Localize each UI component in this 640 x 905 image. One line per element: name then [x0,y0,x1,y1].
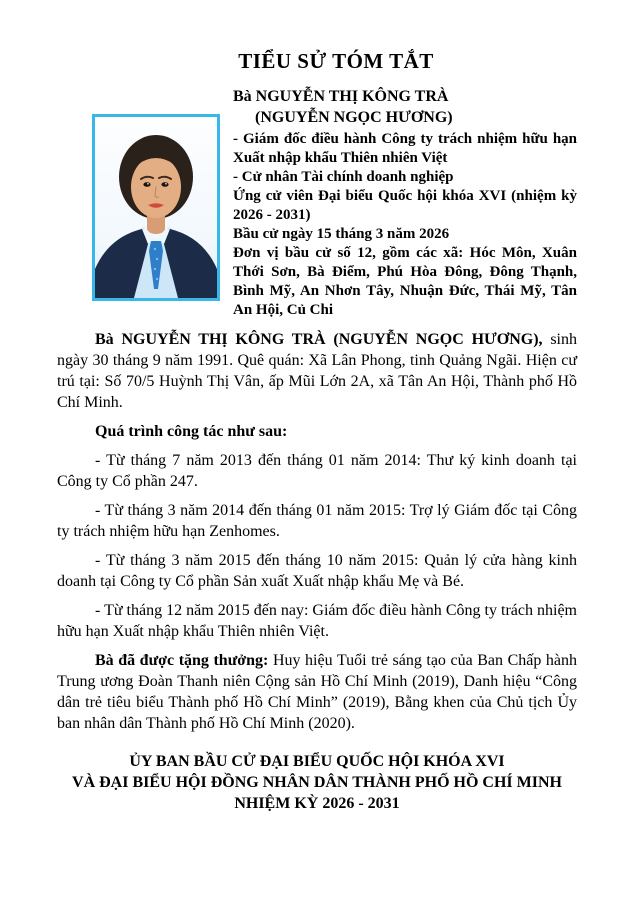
awards-paragraph [57,650,577,734]
document-title: TIỂU SỬ TÓM TẮT [238,49,434,73]
detail-education: - Cử nhân Tài chính doanh nghiệp [233,169,454,185]
issuing-authority-footer [57,751,577,814]
intro-text: sinh ngày 30 tháng 9 năm 1991. Quê quán: Xã Lân Phong, tinh Quảng Ngãi. Hiện cư trú tại: Số 70/5 Huỳnh Thị Vân, ấp Mũi Lớn 2A, xã Tân An Hội, Thành phố Hồ Chí Minh. [57,331,578,411]
career-heading: Quá trình công tác như sau: [95,423,288,440]
intro-name-bold: Bà NGUYỄN THỊ KÔNG TRÀ (NGUYỄN NGỌC HƯƠNG), [95,331,543,348]
candidate-name: Bà NGUYỄN THỊ KÔNG TRÀ [233,88,449,105]
awards-text: Huy hiệu Tuổi trẻ sáng tạo của Ban Chấp hành Trung ương Đoàn Thanh niên Cộng sản Hồ Chí Minh (2019), Danh hiệu “Công dân trẻ tiêu biểu Thành phố Hồ Chí Minh” (2019), Bằng khen của Chủ tịch Ủy ban nhân dân Thành phố Hồ Chí Minh (2020). [57,652,577,732]
detail-candidacy: Ứng cử viên Đại biểu Quốc hội khóa XVI (nhiệm kỳ 2026 - 2031) [233,188,577,223]
candidate-photo [92,114,220,301]
portrait-photo-image [95,117,217,298]
candidate-alias: (NGUYỄN NGỌC HƯƠNG) [255,109,453,126]
footer-line: VÀ ĐẠI BIỂU HỘI ĐỒNG NHÂN DÂN THÀNH PHỐ HỒ CHÍ MINH [72,774,562,791]
candidate-summary-column [233,86,577,320]
career-item: - Từ tháng 3 năm 2015 đến tháng 10 năm 2015: Quản lý cửa hàng kinh doanh tại Công ty Cổ phần Sản xuất Xuất nhập khẩu Mẹ và Bé. [57,552,577,590]
detail-election-date: Bầu cử ngày 15 tháng 3 năm 2026 [233,226,450,242]
intro-paragraph [57,329,577,413]
awards-lead-bold: Bà đã được tặng thưởng: [95,652,269,669]
detail-position: - Giám đốc điều hành Công ty trách nhiệm hữu hạn Xuất nhập khẩu Thiên nhiên Việt [233,131,577,166]
career-item: - Từ tháng 3 năm 2014 đến tháng 01 năm 2015: Trợ lý Giám đốc tại Công ty trách nhiệm hữu hạn Zenhomes. [57,502,577,540]
career-item: - Từ tháng 7 năm 2013 đến tháng 01 năm 2014: Thư ký kinh doanh tại Công ty Cổ phần 247. [57,452,577,490]
career-item: - Từ tháng 12 năm 2015 đến nay: Giám đốc điều hành Công ty trách nhiệm hữu hạn Xuất nhập khẩu Thiên nhiên Việt. [57,602,577,640]
footer-line: NHIỆM KỲ 2026 - 2031 [234,795,400,812]
footer-line: ỦY BAN BẦU CỬ ĐẠI BIỂU QUỐC HỘI KHÓA XVI [129,753,505,770]
detail-constituency: Đơn vị bầu cử số 12, gồm các xã: Hóc Môn, Xuân Thới Sơn, Bà Điểm, Phú Hòa Đông, Đông Thạnh, Bình Mỹ, An Nhơn Tây, Nhuận Đức, Thái Mỹ, Tân An Hội, Củ Chi [233,245,577,318]
header-section [57,86,577,320]
biography-body [57,329,577,734]
